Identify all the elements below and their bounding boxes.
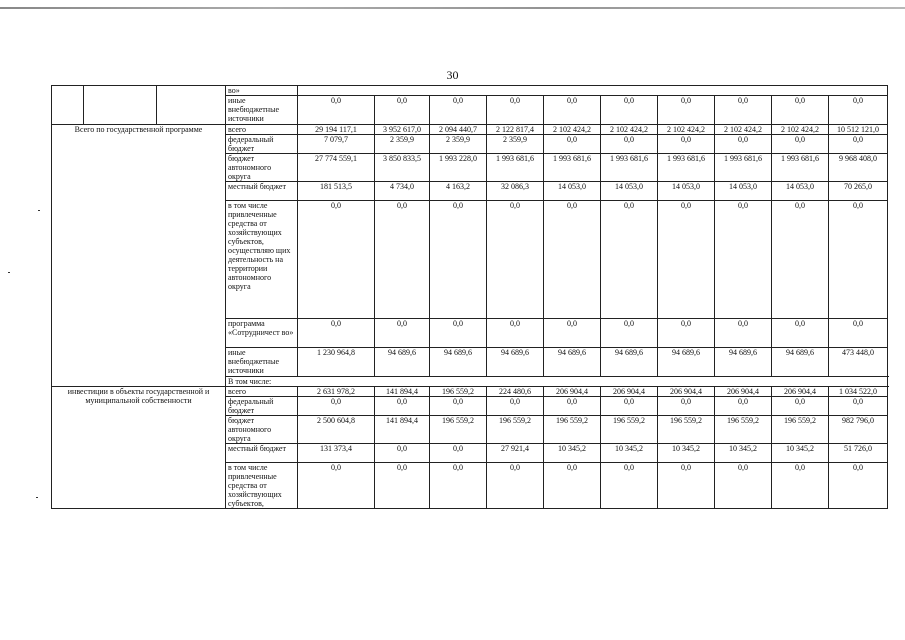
value-cell: 0,0 (487, 319, 544, 348)
value-cell: 0,0 (375, 397, 430, 416)
value-cell: 0,0 (544, 463, 601, 509)
value-cell: 0,0 (829, 397, 888, 416)
value-cell: 10 345,2 (715, 444, 772, 463)
table-cell (52, 86, 84, 125)
value-cell: 0,0 (544, 397, 601, 416)
value-cell: 3 952 617,0 (375, 125, 430, 135)
row-label: иные внебюджетные источники (226, 348, 298, 377)
value-cell: 2 359,9 (487, 135, 544, 154)
value-cell: 0,0 (829, 96, 888, 125)
table-cell (84, 86, 157, 125)
row-label: местный бюджет (226, 182, 298, 201)
value-cell: 0,0 (430, 397, 487, 416)
value-cell: 0,0 (298, 397, 375, 416)
value-cell: 14 053,0 (658, 182, 715, 201)
budget-table (51, 85, 888, 509)
scan-speck (36, 497, 38, 498)
value-cell: 10 345,2 (658, 444, 715, 463)
value-cell: 141 894,4 (375, 416, 430, 444)
value-cell: 14 053,0 (715, 182, 772, 201)
table-row (52, 125, 888, 135)
value-cell: 1 993 228,0 (430, 154, 487, 182)
value-cell: 0,0 (298, 319, 375, 348)
value-cell: 10 345,2 (601, 444, 658, 463)
value-cell: 0,0 (430, 444, 487, 463)
value-cell: 0,0 (829, 463, 888, 509)
value-cell: 0,0 (772, 397, 829, 416)
value-cell: 9 968 408,0 (829, 154, 888, 182)
table-cell (298, 86, 888, 96)
value-cell: 196 559,2 (601, 416, 658, 444)
value-cell: 206 904,4 (601, 387, 658, 397)
page-number: 30 (446, 68, 459, 82)
value-cell: 982 796,0 (829, 416, 888, 444)
value-cell: 0,0 (487, 397, 544, 416)
including-heading: В том числе: (226, 377, 888, 387)
value-cell: 0,0 (715, 96, 772, 125)
value-cell: 1 993 681,6 (544, 154, 601, 182)
value-cell: 0,0 (715, 201, 772, 319)
value-cell: 1 993 681,6 (601, 154, 658, 182)
value-cell: 0,0 (658, 135, 715, 154)
value-cell: 1 993 681,6 (487, 154, 544, 182)
value-cell: 10 345,2 (544, 444, 601, 463)
value-cell: 2 102 424,2 (715, 125, 772, 135)
row-label: в том числе привлеченные средства от хозяйствующих субъектов, осуществляю щих деятельность на территории автономного округа (226, 201, 298, 319)
value-cell: 0,0 (487, 463, 544, 509)
value-cell: 0,0 (375, 201, 430, 319)
value-cell: 2 102 424,2 (601, 125, 658, 135)
value-cell: 1 034 522,0 (829, 387, 888, 397)
value-cell: 0,0 (658, 201, 715, 319)
value-cell: 0,0 (487, 201, 544, 319)
value-cell: 196 559,2 (715, 416, 772, 444)
row-label: во» (226, 86, 298, 96)
value-cell: 27 774 559,1 (298, 154, 375, 182)
table-cell (157, 86, 226, 125)
row-label: бюджет автономного округа (226, 416, 298, 444)
value-cell: 14 053,0 (544, 182, 601, 201)
value-cell: 0,0 (375, 319, 430, 348)
value-cell: 196 559,2 (430, 416, 487, 444)
value-cell: 0,0 (298, 201, 375, 319)
value-cell: 196 559,2 (658, 416, 715, 444)
value-cell: 2 500 604,8 (298, 416, 375, 444)
table-row (52, 387, 888, 397)
value-cell: 3 850 833,5 (375, 154, 430, 182)
value-cell: 0,0 (772, 319, 829, 348)
value-cell: 0,0 (715, 319, 772, 348)
value-cell: 0,0 (375, 96, 430, 125)
value-cell: 0,0 (715, 463, 772, 509)
value-cell: 2 102 424,2 (658, 125, 715, 135)
value-cell: 0,0 (772, 96, 829, 125)
value-cell: 7 079,7 (298, 135, 375, 154)
value-cell: 0,0 (544, 135, 601, 154)
value-cell: 206 904,4 (772, 387, 829, 397)
value-cell: 10 345,2 (772, 444, 829, 463)
scan-edge (0, 7, 905, 9)
value-cell: 0,0 (715, 397, 772, 416)
row-label: в том числе привлеченные средства от хозяйствующих субъектов, (226, 463, 298, 509)
value-cell: 0,0 (658, 96, 715, 125)
value-cell: 206 904,4 (544, 387, 601, 397)
value-cell: 0,0 (430, 201, 487, 319)
value-cell: 196 559,2 (487, 416, 544, 444)
value-cell: 0,0 (430, 96, 487, 125)
row-label: местный бюджет (226, 444, 298, 463)
value-cell: 94 689,6 (772, 348, 829, 377)
value-cell: 0,0 (601, 201, 658, 319)
value-cell: 70 265,0 (829, 182, 888, 201)
value-cell: 0,0 (772, 463, 829, 509)
value-cell: 0,0 (829, 135, 888, 154)
row-label: федеральный бюджет (226, 135, 298, 154)
value-cell: 0,0 (601, 397, 658, 416)
row-label: всего (226, 387, 298, 397)
value-cell: 4 163,2 (430, 182, 487, 201)
value-cell: 94 689,6 (601, 348, 658, 377)
value-cell: 94 689,6 (658, 348, 715, 377)
row-label: всего (226, 125, 298, 135)
value-cell: 181 513,5 (298, 182, 375, 201)
table-row (52, 86, 888, 96)
value-cell: 94 689,6 (430, 348, 487, 377)
scan-speck (38, 210, 40, 211)
value-cell: 196 559,2 (772, 416, 829, 444)
value-cell: 32 086,3 (487, 182, 544, 201)
row-label: иные внебюджетные источники (226, 96, 298, 125)
value-cell: 1 993 681,6 (715, 154, 772, 182)
value-cell: 0,0 (430, 319, 487, 348)
value-cell: 473 448,0 (829, 348, 888, 377)
value-cell: 2 359,9 (430, 135, 487, 154)
value-cell: 1 993 681,6 (658, 154, 715, 182)
value-cell: 14 053,0 (601, 182, 658, 201)
value-cell: 196 559,2 (430, 387, 487, 397)
value-cell: 0,0 (829, 201, 888, 319)
value-cell: 14 053,0 (772, 182, 829, 201)
value-cell: 2 102 424,2 (544, 125, 601, 135)
value-cell: 0,0 (715, 135, 772, 154)
value-cell: 0,0 (658, 463, 715, 509)
value-cell: 1 993 681,6 (772, 154, 829, 182)
value-cell: 0,0 (772, 135, 829, 154)
investment-title: инвестиции в объекты государственной и муниципальной собственности (52, 387, 226, 509)
value-cell: 141 894,4 (375, 387, 430, 397)
row-label: федеральный бюджет (226, 397, 298, 416)
value-cell: 2 359,9 (375, 135, 430, 154)
value-cell: 206 904,4 (715, 387, 772, 397)
value-cell: 2 122 817,4 (487, 125, 544, 135)
program-total-title: Всего по государственной программе (52, 125, 226, 387)
value-cell: 0,0 (298, 463, 375, 509)
value-cell: 27 921,4 (487, 444, 544, 463)
value-cell: 4 734,0 (375, 182, 430, 201)
value-cell: 0,0 (772, 201, 829, 319)
value-cell: 10 512 121,0 (829, 125, 888, 135)
value-cell: 0,0 (487, 96, 544, 125)
value-cell: 0,0 (601, 96, 658, 125)
value-cell: 0,0 (544, 201, 601, 319)
value-cell: 94 689,6 (715, 348, 772, 377)
value-cell: 2 631 978,2 (298, 387, 375, 397)
value-cell: 0,0 (430, 463, 487, 509)
row-label: программа «Сотрудничест во» (226, 319, 298, 348)
value-cell: 0,0 (658, 319, 715, 348)
value-cell: 0,0 (658, 397, 715, 416)
value-cell: 2 102 424,2 (772, 125, 829, 135)
value-cell: 224 480,6 (487, 387, 544, 397)
value-cell: 29 194 117,1 (298, 125, 375, 135)
value-cell: 206 904,4 (658, 387, 715, 397)
value-cell: 0,0 (544, 96, 601, 125)
value-cell: 0,0 (601, 135, 658, 154)
value-cell: 1 230 964,8 (298, 348, 375, 377)
value-cell: 0,0 (544, 319, 601, 348)
row-label: бюджет автономного округа (226, 154, 298, 182)
value-cell: 94 689,6 (487, 348, 544, 377)
value-cell: 0,0 (601, 463, 658, 509)
value-cell: 0,0 (829, 319, 888, 348)
value-cell: 0,0 (298, 96, 375, 125)
value-cell: 94 689,6 (544, 348, 601, 377)
value-cell: 131 373,4 (298, 444, 375, 463)
value-cell: 196 559,2 (544, 416, 601, 444)
value-cell: 2 094 440,7 (430, 125, 487, 135)
value-cell: 94 689,6 (375, 348, 430, 377)
value-cell: 0,0 (375, 444, 430, 463)
value-cell: 0,0 (601, 319, 658, 348)
scan-speck (8, 272, 10, 273)
value-cell: 0,0 (375, 463, 430, 509)
value-cell: 51 726,0 (829, 444, 888, 463)
